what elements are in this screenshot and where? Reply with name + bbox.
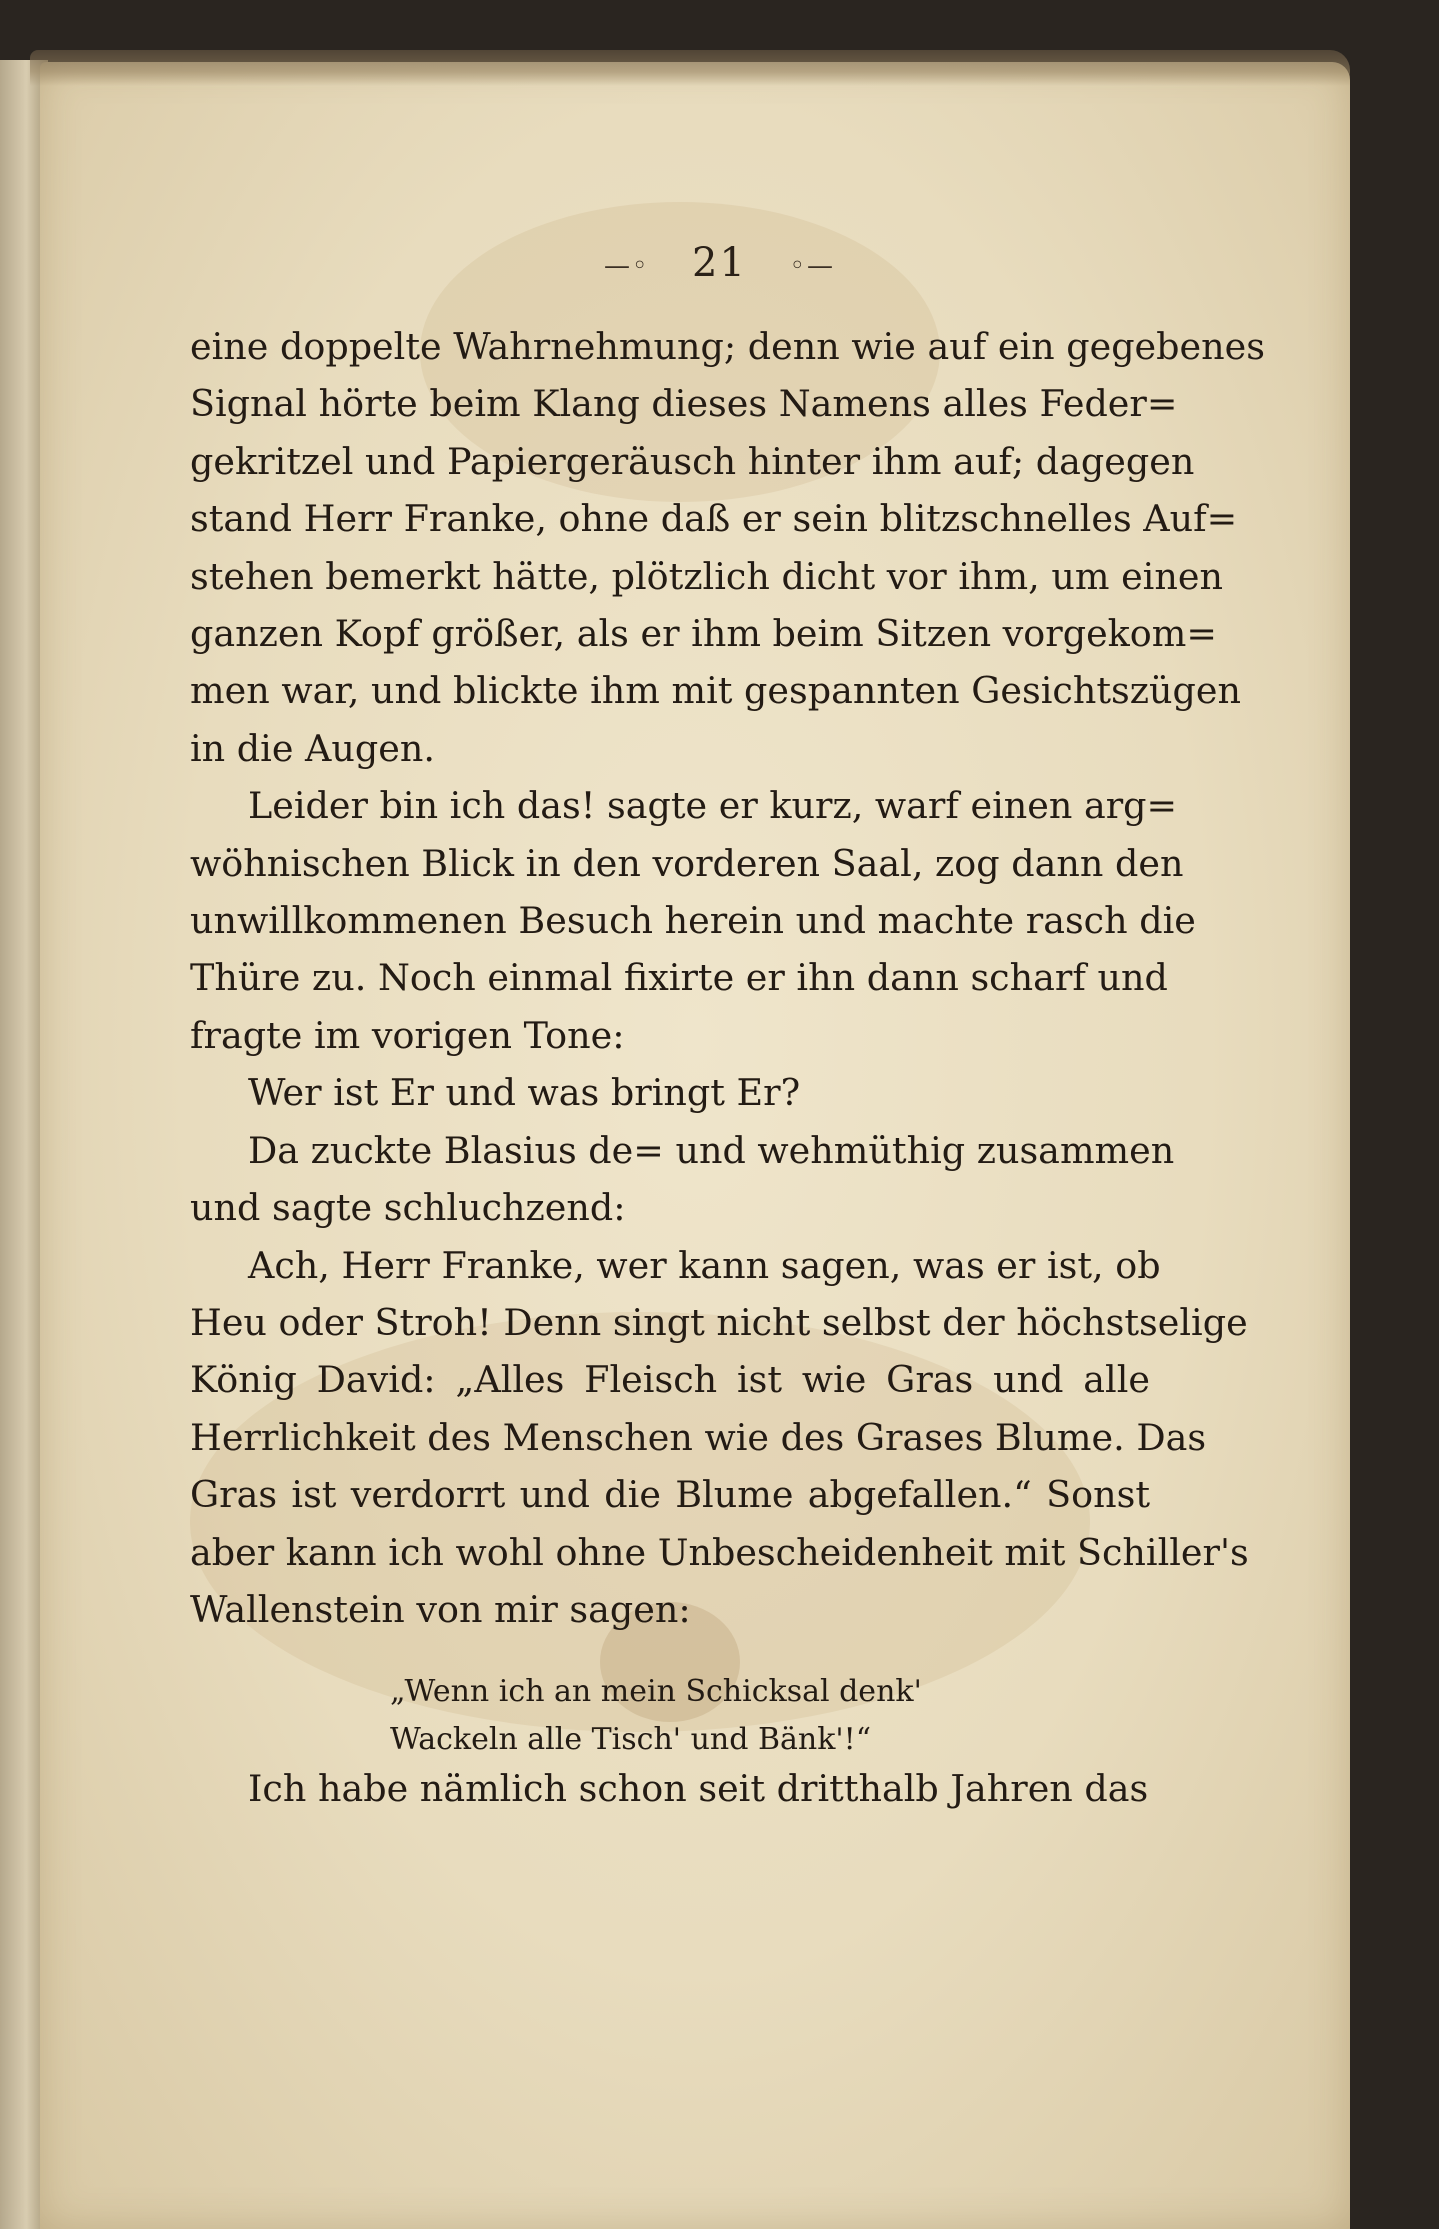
text-line: wöhnischen Blick in den vorderen Saal, zog dann den [190,841,1184,885]
body-text [190,318,1265,1638]
text-line: und sagte schluchzend: [190,1186,626,1230]
top-page-edge [30,50,1350,86]
page-number [0,240,1439,286]
text-line: König David: „Alles Fleisch ist wie Gras und alle [190,1358,1150,1402]
text-line: unwillkommenen Besuch herein und machte rasch die [190,899,1196,943]
text-line: Signal hörte beim Klang dieses Namens alles Feder= [190,382,1178,426]
text-line: Wer ist Er und was bringt Er? [248,1071,801,1115]
ornament-left: —◦ [603,251,650,281]
text-line: Da zuckte Blasius de= und wehmüthig zusammen [248,1128,1175,1172]
text-line: stand Herr Franke, ohne daß er sein blitzschnelles Auf= [190,497,1238,541]
text-line: Leider bin ich das! sagte er kurz, warf einen arg= [248,784,1178,828]
final-text-line: Ich habe nämlich schon seit dritthalb Jahren das [248,1767,1149,1810]
ornament-right: ◦— [789,251,836,281]
text-line: fragte im vorigen Tone: [190,1013,625,1057]
text-line: Herrlichkeit des Menschen wie des Grases Blume. Das [190,1415,1207,1459]
page-number-value: 21 [692,240,747,286]
text-line: gekritzel und Papiergeräusch hinter ihm auf; dagegen [190,439,1195,483]
verse-line: Wackeln alle Tisch' und Bänk'!“ [390,1722,872,1757]
text-line: aber kann ich wohl ohne Unbescheidenheit mit Schiller's [190,1530,1249,1574]
text-line: Ach, Herr Franke, wer kann sagen, was er ist, ob [248,1243,1161,1287]
text-line: men war, und blickte ihm mit gespannten Gesichtszügen [190,669,1241,713]
verse-line: „Wenn ich an mein Schicksal denk' [390,1674,922,1709]
text-line: ganzen Kopf größer, als er ihm beim Sitzen vorgekom= [190,612,1217,656]
text-line: eine doppelte Wahrnehmung; denn wie auf ein gegebenes [190,325,1265,368]
text-line: stehen bemerkt hätte, plötzlich dicht vor ihm, um einen [190,554,1223,598]
text-line: in die Augen. [190,726,435,770]
text-line: Gras ist verdorrt und die Blume abgefallen.“ Sonst [190,1473,1150,1517]
text-line: Thüre zu. Noch einmal fixirte er ihn dann scharf und [190,956,1168,1000]
verse-quote [390,1668,990,1764]
text-line: Heu oder Stroh! Denn singt nicht selbst der höchstselige [190,1300,1248,1344]
text-line: Wallenstein von mir sagen: [190,1587,691,1631]
